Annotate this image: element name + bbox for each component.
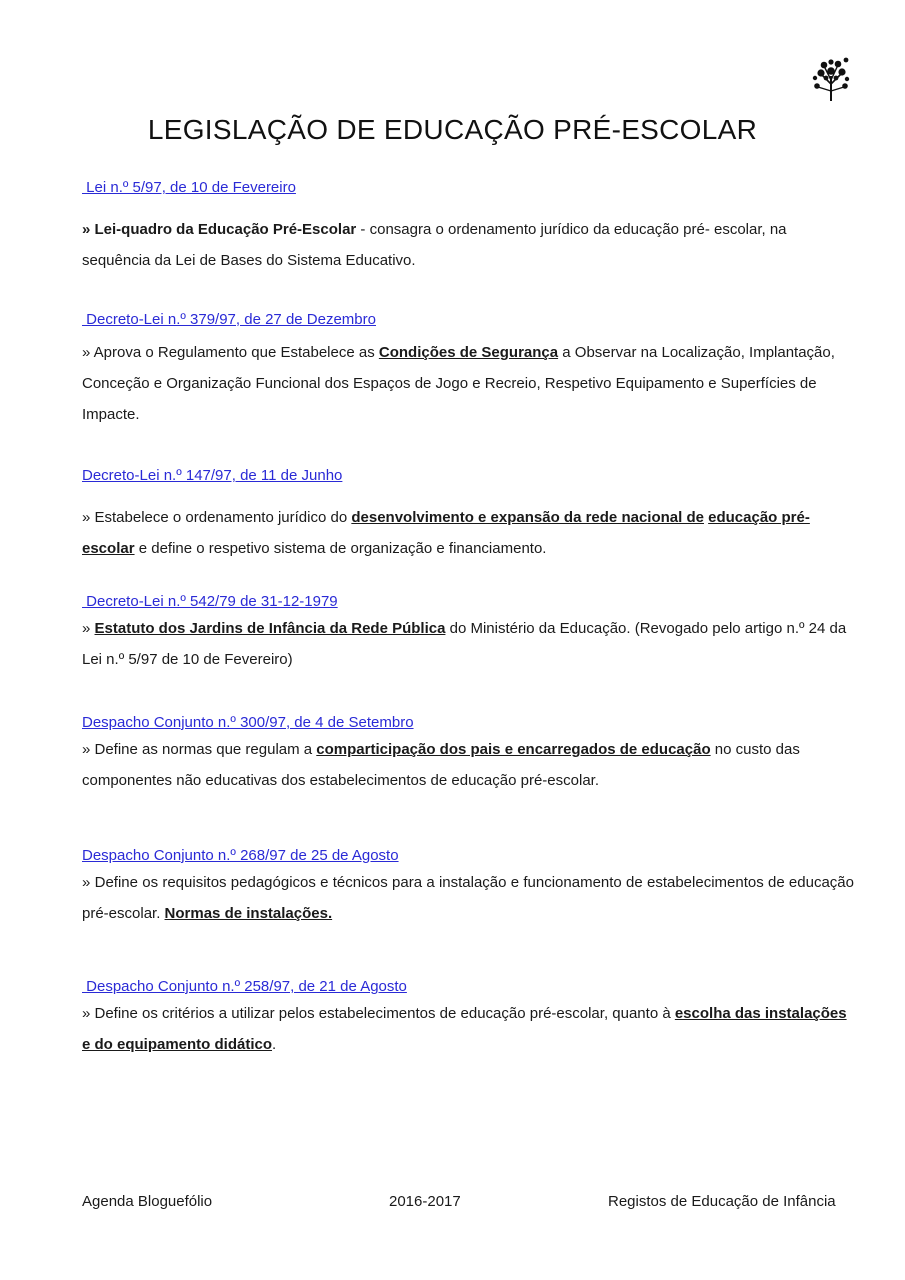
emphasis-text: escolha das instalações e do equipamento didático (82, 1005, 847, 1053)
law-description: » Estatuto dos Jardins de Infância da Rede Pública do Ministério da Educação. (Revogado pelo artigo n.º 24 da Lei n.º 5/97 de 10 de Fevereiro) (82, 620, 847, 668)
law-description: » Define os critérios a utilizar pelos estabelecimentos de educação pré-escolar, quanto à escolha das instalações e do equipamento didático. (82, 1005, 847, 1053)
law-description: » Aprova o Regulamento que Estabelece as Condições de Segurança a Observar na Localização, Implantação, Conceção e Organização Funcional dos Espaços de Jogo e Recreio, Respetivo Equipamento e Superfícies de Impacte. (82, 344, 835, 423)
emphasis-text: Estatuto dos Jardins de Infância da Rede Pública (94, 620, 446, 637)
law-link[interactable]: Decreto-Lei n.º 542/79 de 31-12-1979 (82, 593, 338, 610)
emphasis-text: Normas de instalações. (164, 905, 333, 922)
footer-right: Registos de Educação de Infância (608, 1193, 836, 1210)
law-link[interactable]: Despacho Conjunto n.º 258/97, de 21 de Agosto (82, 978, 407, 995)
legislation-entry (82, 310, 854, 430)
emphasis-text: » Lei-quadro da Educação Pré-Escolar (82, 221, 357, 238)
legislation-entry (82, 466, 854, 564)
law-link[interactable]: Decreto-Lei n.º 147/97, de 11 de Junho (82, 467, 343, 484)
footer-left: Agenda Bloguefólio (82, 1193, 213, 1210)
emphasis-text: educação pré-escolar (82, 509, 810, 557)
legislation-entry (82, 977, 854, 1060)
legislation-entry (82, 846, 854, 929)
law-description: » Define os requisitos pedagógicos e técnicos para a instalação e funcionamento de estabelecimentos de educação pré-escolar. Normas de instalações. (82, 874, 854, 922)
legislation-entry (82, 592, 854, 675)
emphasis-text: desenvolvimento e expansão da rede nacional de (351, 509, 704, 526)
emphasis-text: comparticipação dos pais e encarregados de educação (316, 741, 711, 758)
legislation-entry (82, 713, 854, 796)
law-link[interactable]: Lei n.º 5/97, de 10 de Fevereiro (82, 179, 296, 196)
law-link[interactable]: Decreto-Lei n.º 379/97, de 27 de Dezembro (82, 311, 376, 328)
law-description: » Define as normas que regulam a comparticipação dos pais e encarregados de educação no custo das componentes não educativas dos estabelecimentos de educação pré-escolar. (82, 741, 800, 789)
law-link[interactable]: Despacho Conjunto n.º 268/97 de 25 de Agosto (82, 847, 399, 864)
emphasis-text: Condições de Segurança (378, 344, 559, 361)
footer-center: 2016-2017 (389, 1193, 461, 1210)
tree-flower-icon (810, 54, 852, 102)
legislation-entry (82, 178, 854, 276)
law-description: » Lei-quadro da Educação Pré-Escolar - consagra o ordenamento jurídico da educação pré- escolar, na sequência da Lei de Bases do Sistema Educativo. (82, 221, 787, 269)
law-description: » Estabelece o ordenamento jurídico do desenvolvimento e expansão da rede nacional de educação pré-escolar e define o respetivo sistema de organização e financiamento. (82, 509, 810, 557)
law-link[interactable]: Despacho Conjunto n.º 300/97, de 4 de Setembro (82, 714, 414, 731)
page-title: LEGISLAÇÃO DE EDUCAÇÃO PRÉ-ESCOLAR (147, 114, 758, 145)
